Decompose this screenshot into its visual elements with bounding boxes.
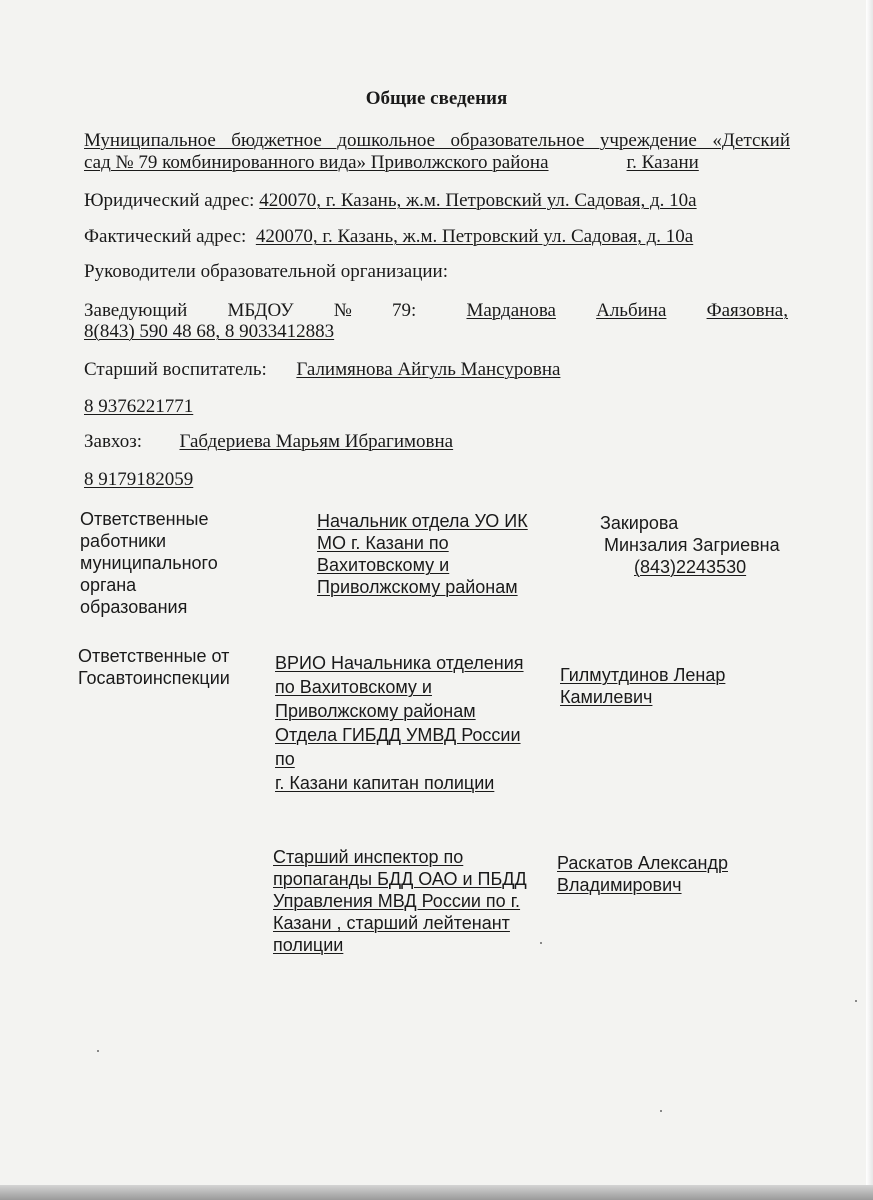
head-name-word: Фаязовна, [706,300,788,321]
scan-bottom-edge [0,1185,873,1200]
traffic-inspector-person: Раскатов Александр Владимирович [557,853,728,895]
head-title-word: № [333,300,352,321]
senior-educator-label: Старший воспитатель: [84,359,267,380]
org-name-line2: сад № 79 комбинированного вида» Приволжского района г. Казани [84,152,699,173]
scan-speck [97,1050,99,1052]
page-title: Общие сведения [365,88,508,109]
legal-address-label: Юридический адрес: [84,190,255,211]
supply-manager-name: Габдериева Марьям Ибрагимовна [179,431,454,452]
actual-address-label: Фактический адрес: [84,226,247,247]
actual-address-value: 420070, г. Казань, ж.м. Петровский ул. Садовая, д. 10а [255,226,694,247]
scan-speck [855,1000,857,1002]
municipal-person: Закирова Минзалия Загриевна (843)2243530 [600,513,780,577]
scan-speck [660,1110,662,1112]
supply-manager-label: Завхоз: [84,431,142,452]
municipal-label: Ответственные работники муниципального органа образования [80,509,218,617]
head-phones: 8(843) 590 48 68, 8 9033412883 [84,321,335,342]
traffic-police-label: Ответственные от Госавтоинспекции [78,646,230,688]
leaders-heading: Руководители образовательной организации: [84,261,449,282]
legal-address-value: 420070, г. Казань, ж.м. Петровский ул. Садовая, д. 10а [259,190,697,211]
traffic-chief-person: Гилмутдинов Ленар Камилевич [560,665,726,707]
head-title-word: 79: [392,300,417,321]
actual-address [84,226,693,248]
municipal-position: Начальник отдела УО ИК МО г. Казани по Вахитовскому и Приволжскому районам [317,511,528,597]
senior-educator [84,359,560,381]
supply-manager [84,431,453,453]
legal-address [84,190,697,212]
org-name-line1: Муниципальное бюджетное дошкольное образовательное учреждение «Детский [84,130,790,151]
head-title-word: Заведующий [84,300,188,321]
head-line [84,300,788,322]
senior-educator-name: Галимянова Айгуль Мансуровна [296,359,561,380]
supply-manager-phone: 8 9179182059 [84,469,194,490]
traffic-inspector-position: Старший инспектор по пропаганды БДД ОАО и ПБДД Управления МВД России по г. Казани , старший лейтенант полиции [273,847,527,955]
scan-right-edge [866,0,873,1200]
head-title-word: МБДОУ [227,300,294,321]
senior-educator-phone: 8 9376221771 [84,396,194,417]
scan-speck [540,942,542,944]
traffic-chief-position: ВРИО Начальника отделения по Вахитовскому и Приволжскому районам Отдела ГИБДД УМВД России по г. Казани капитан полиции [275,653,524,793]
head-name-word: Альбина [596,300,667,321]
head-name-word: Марданова [466,300,556,321]
